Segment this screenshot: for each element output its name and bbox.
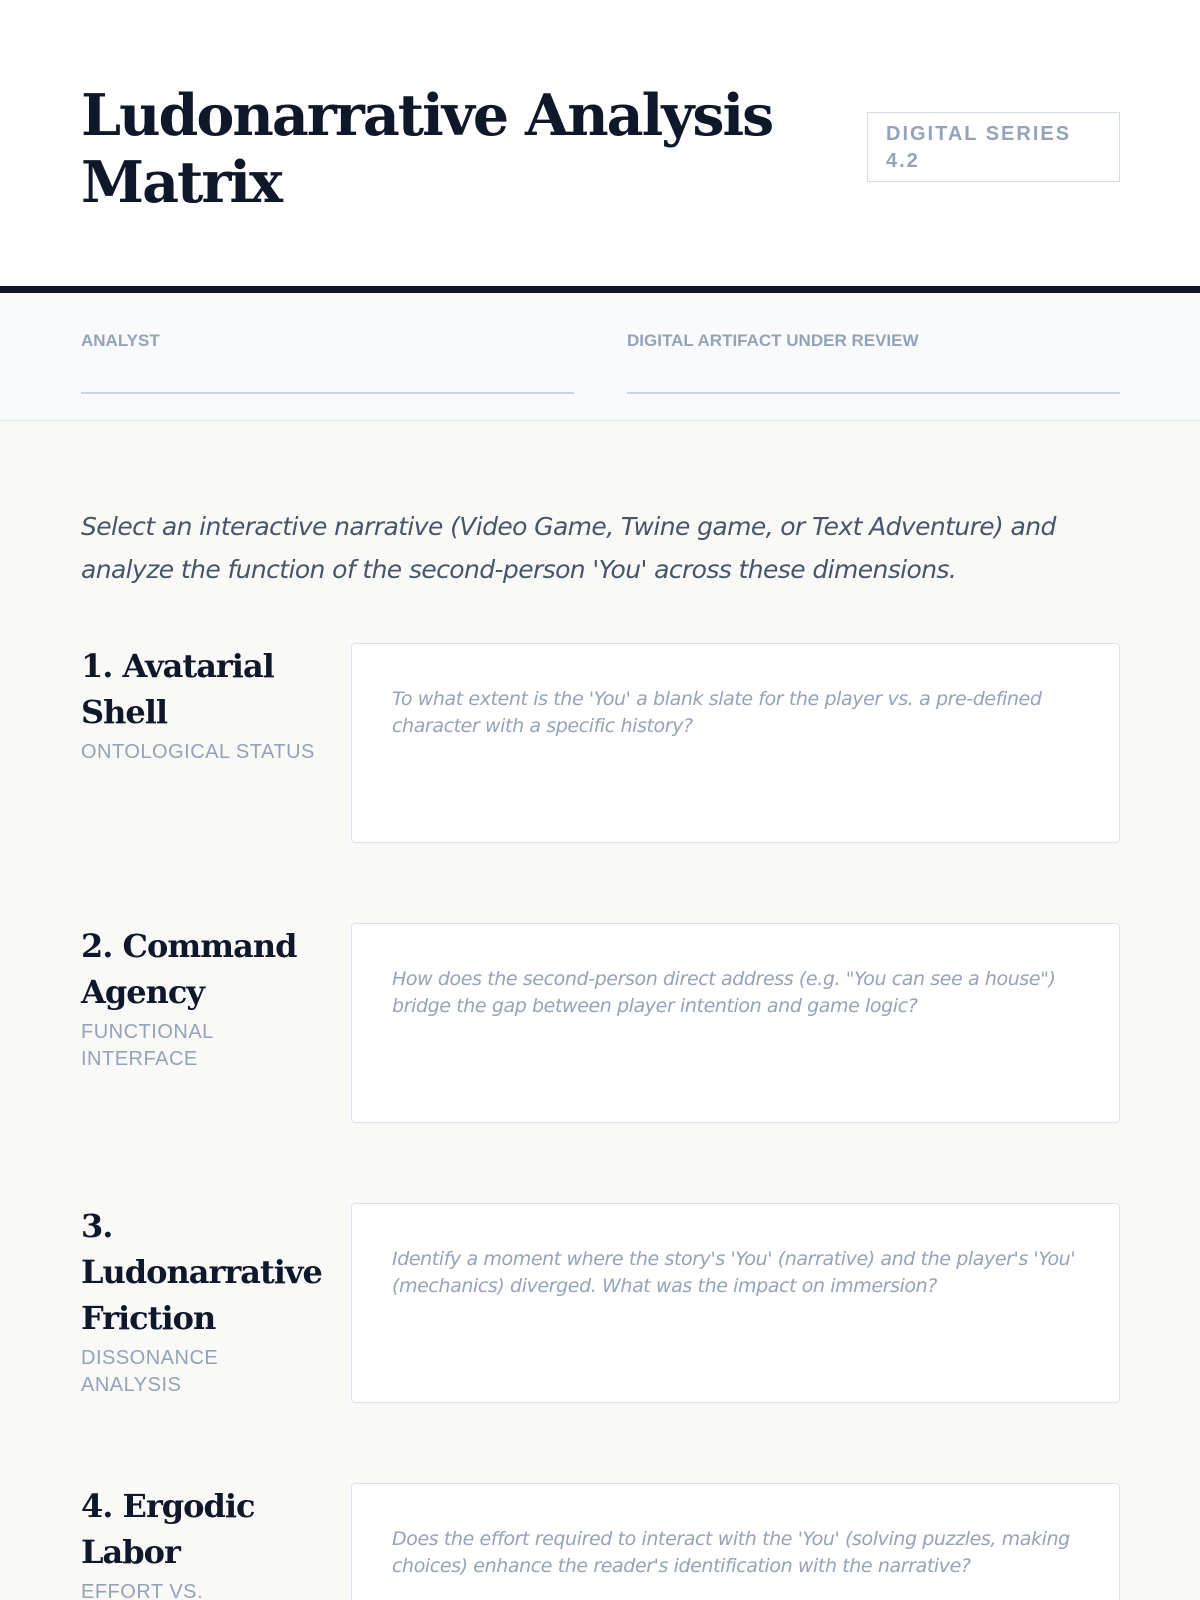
section-title: 3. Ludonarrative Friction [81,1207,322,1337]
section-title: 4. Ergodic Labor [81,1487,255,1571]
section-label [81,923,321,1073]
section-label [81,1483,321,1600]
header [0,0,1200,293]
artifact-field[interactable] [627,330,1120,394]
series-badge: DIGITAL SERIES 4.2 [867,112,1120,182]
section-title: 2. Command Agency [81,927,297,1011]
section-subtitle: EFFORT VS. [81,1581,204,1600]
analyst-label: ANALYST [81,331,160,350]
artifact-label: DIGITAL ARTIFACT UNDER REVIEW [627,331,919,350]
response-box[interactable]: How does the second-person direct address (e.g. "You can see a house") bridge the gap between player intention and game logic? [351,923,1120,1123]
instructions: Select an interactive narrative (Video Game, Twine game, or Text Adventure) and analyze the function of the second-person 'You' across these dimensions. [81,512,1056,584]
section-title: 1. Avatarial Shell [81,647,274,731]
section-ludonarrative-friction [81,1203,1120,1403]
response-box[interactable]: To what extent is the 'You' a blank slate for the player vs. a pre-defined character with a specific history? [351,643,1120,843]
analyst-field[interactable] [81,330,574,394]
section-subtitle: ONTOLOGICAL STATUS [81,741,315,763]
section-label [81,1203,321,1399]
section-subtitle: DISSONANCE ANALYSIS [81,1347,219,1396]
response-box[interactable]: Does the effort required to interact with the 'You' (solving puzzles, making choices) enhance the reader's identification with the narrative? [351,1483,1120,1600]
section-subtitle: FUNCTIONAL INTERFACE [81,1021,214,1070]
section-ergodic-labor [81,1483,1120,1600]
page-title: Ludonarrative Analysis Matrix [81,82,773,216]
section-label [81,643,321,766]
section-avatarial-shell [81,643,1120,843]
response-box[interactable]: Identify a moment where the story's 'You' (narrative) and the player's 'You' (mechanics) diverged. What was the impact on immersion? [351,1203,1120,1403]
meta-fields [0,300,1200,421]
section-command-agency [81,923,1120,1123]
